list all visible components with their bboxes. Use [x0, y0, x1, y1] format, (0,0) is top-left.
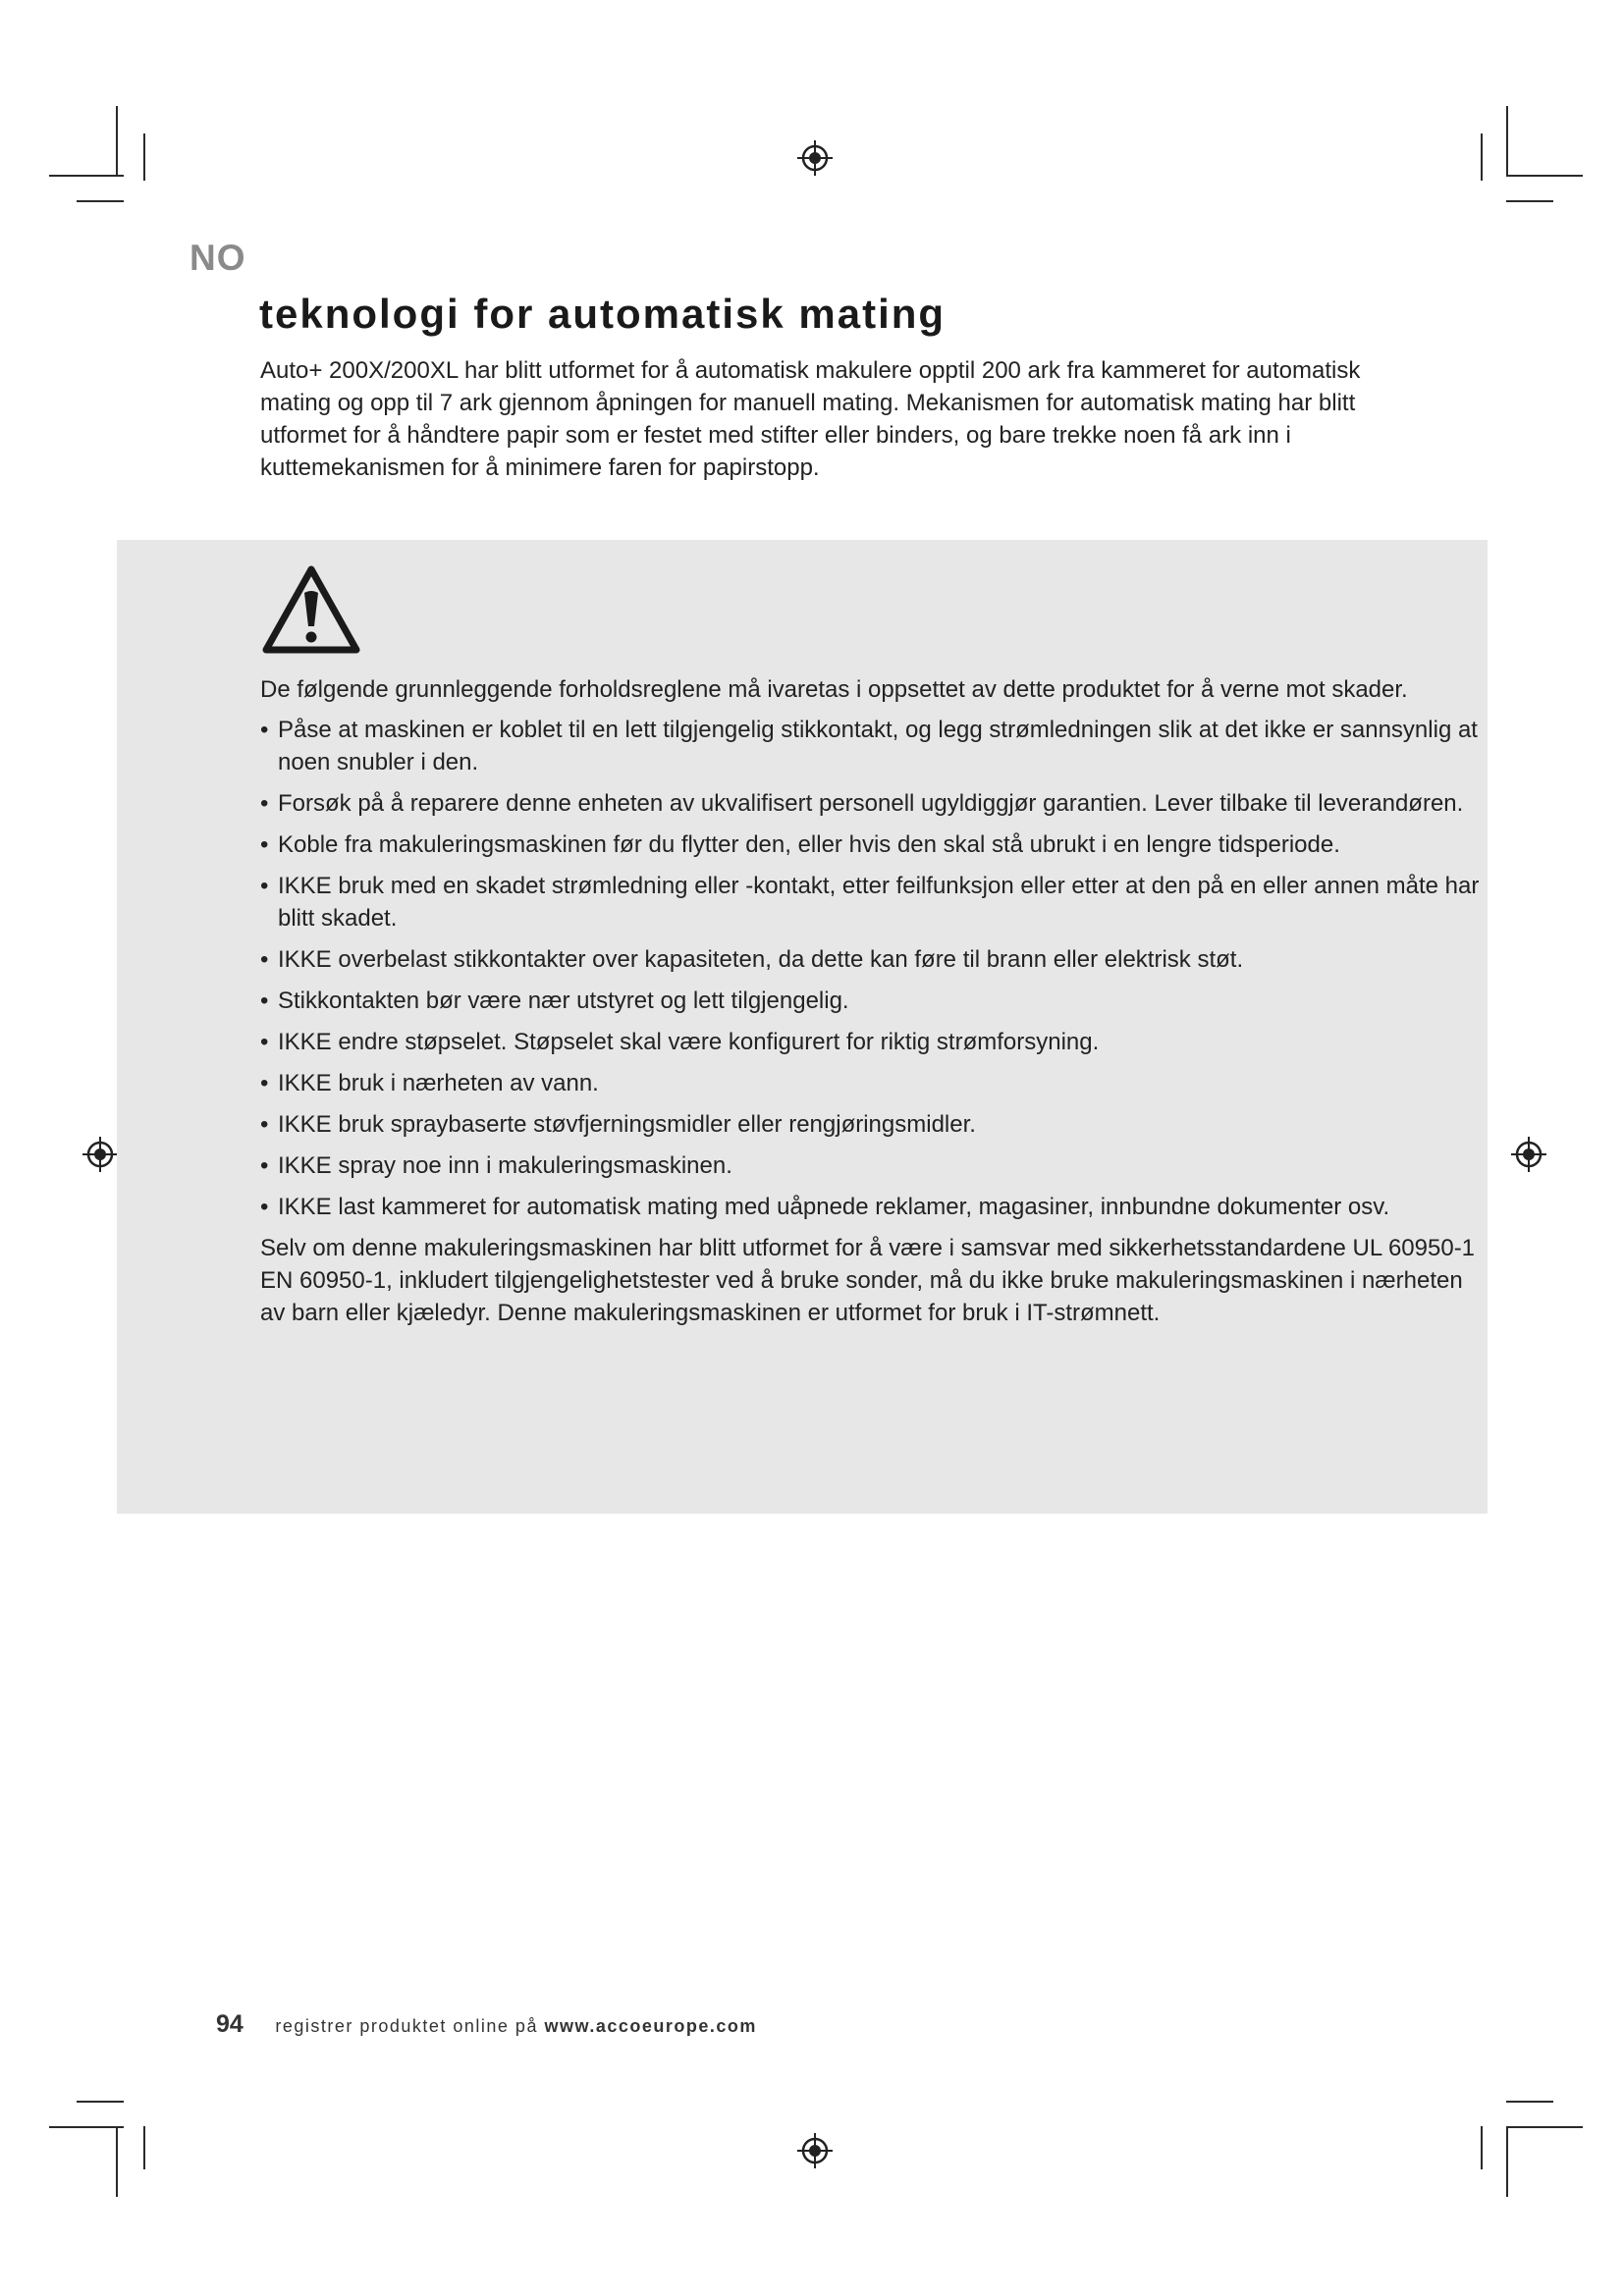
page-footer [216, 2010, 757, 2039]
warning-closing: Selv om denne makuleringsmaskinen har blitt utformet for å være i samsvar med sikkerhetsstandardene UL 60950-1 EN 60950-1, inkludert tilgjengelighetstester ved å bruke sonder, må du ikke bruke makuleringsmaskinen i nærheten av barn eller kjæledyr. Denne makuleringsmaskinen er utformet for bruk i IT-strømnett. [260, 1235, 1476, 1326]
page-number: 94 [216, 2010, 244, 2038]
warning-list-item: • IKKE overbelast stikkontakter over kapasiteten, da dette kan føre til brann eller elektrisk støt. [260, 943, 1482, 976]
warning-list-item: • Påse at maskinen er koblet til en lett tilgjengelig stikkontakt, og legg strømledningen slik at det ikke er sannsynlig at noen snubler i den. [260, 714, 1482, 778]
registration-mark-right-icon [1509, 1135, 1548, 1174]
warning-list-item: • IKKE last kammeret for automatisk mating med uåpnede reklamer, magasiner, innbundne dokumenter osv. [260, 1191, 1482, 1223]
warning-list-item: • Forsøk på å reparere denne enheten av ukvalifisert personell ugyldiggjør garantien. Lever tilbake til leverandøren. [260, 787, 1482, 820]
section-heading: teknologi for automatisk mating [259, 291, 947, 337]
language-label: NO [189, 238, 246, 278]
warning-content [260, 673, 1482, 1329]
warning-triangle-icon [260, 563, 362, 658]
footer-text: registrer produktet online på [275, 2016, 538, 2036]
warning-list [260, 714, 1482, 1223]
warning-lead: De følgende grunnleggende forholdsreglene må ivaretas i oppsettet av dette produktet for å verne mot skader. [260, 676, 1408, 703]
warning-list-item: • IKKE bruk spraybaserte støvfjerningsmidler eller rengjøringsmidler. [260, 1108, 1482, 1141]
footer-website-link[interactable]: www.accoeurope.com [544, 2016, 757, 2036]
warning-list-item: • Stikkontakten bør være nær utstyret og lett tilgjengelig. [260, 985, 1482, 1017]
warning-list-item: • IKKE endre støpselet. Støpselet skal være konfigurert for riktig strømforsyning. [260, 1026, 1482, 1058]
registration-mark-top-icon [795, 138, 835, 178]
warning-list-item: • IKKE bruk med en skadet strømledning eller -kontakt, etter feilfunksjon eller etter at den på en eller annen måte har blitt skadet. [260, 870, 1482, 934]
registration-mark-bottom-icon [795, 2131, 835, 2170]
warning-list-item: • Koble fra makuleringsmaskinen før du flytter den, eller hvis den skal stå ubrukt i en lengre tidsperiode. [260, 828, 1482, 861]
intro-paragraph: Auto+ 200X/200XL har blitt utformet for å automatisk makulere opptil 200 ark fra kammeret for automatisk mating og opp til 7 ark gjennom åpningen for manuell mating. Mekanismen for automatisk mating har blitt utformet for å håndtere papir som er festet med stifter eller binders, og bare trekke noen få ark inn i kuttemekanismen for å minimere faren for papirstopp. [260, 357, 1361, 481]
warning-box [117, 540, 1488, 1514]
warning-list-item: • IKKE spray noe inn i makuleringsmaskinen. [260, 1149, 1482, 1182]
warning-list-item: • IKKE bruk i nærheten av vann. [260, 1067, 1482, 1099]
registration-mark-left-icon [81, 1135, 120, 1174]
